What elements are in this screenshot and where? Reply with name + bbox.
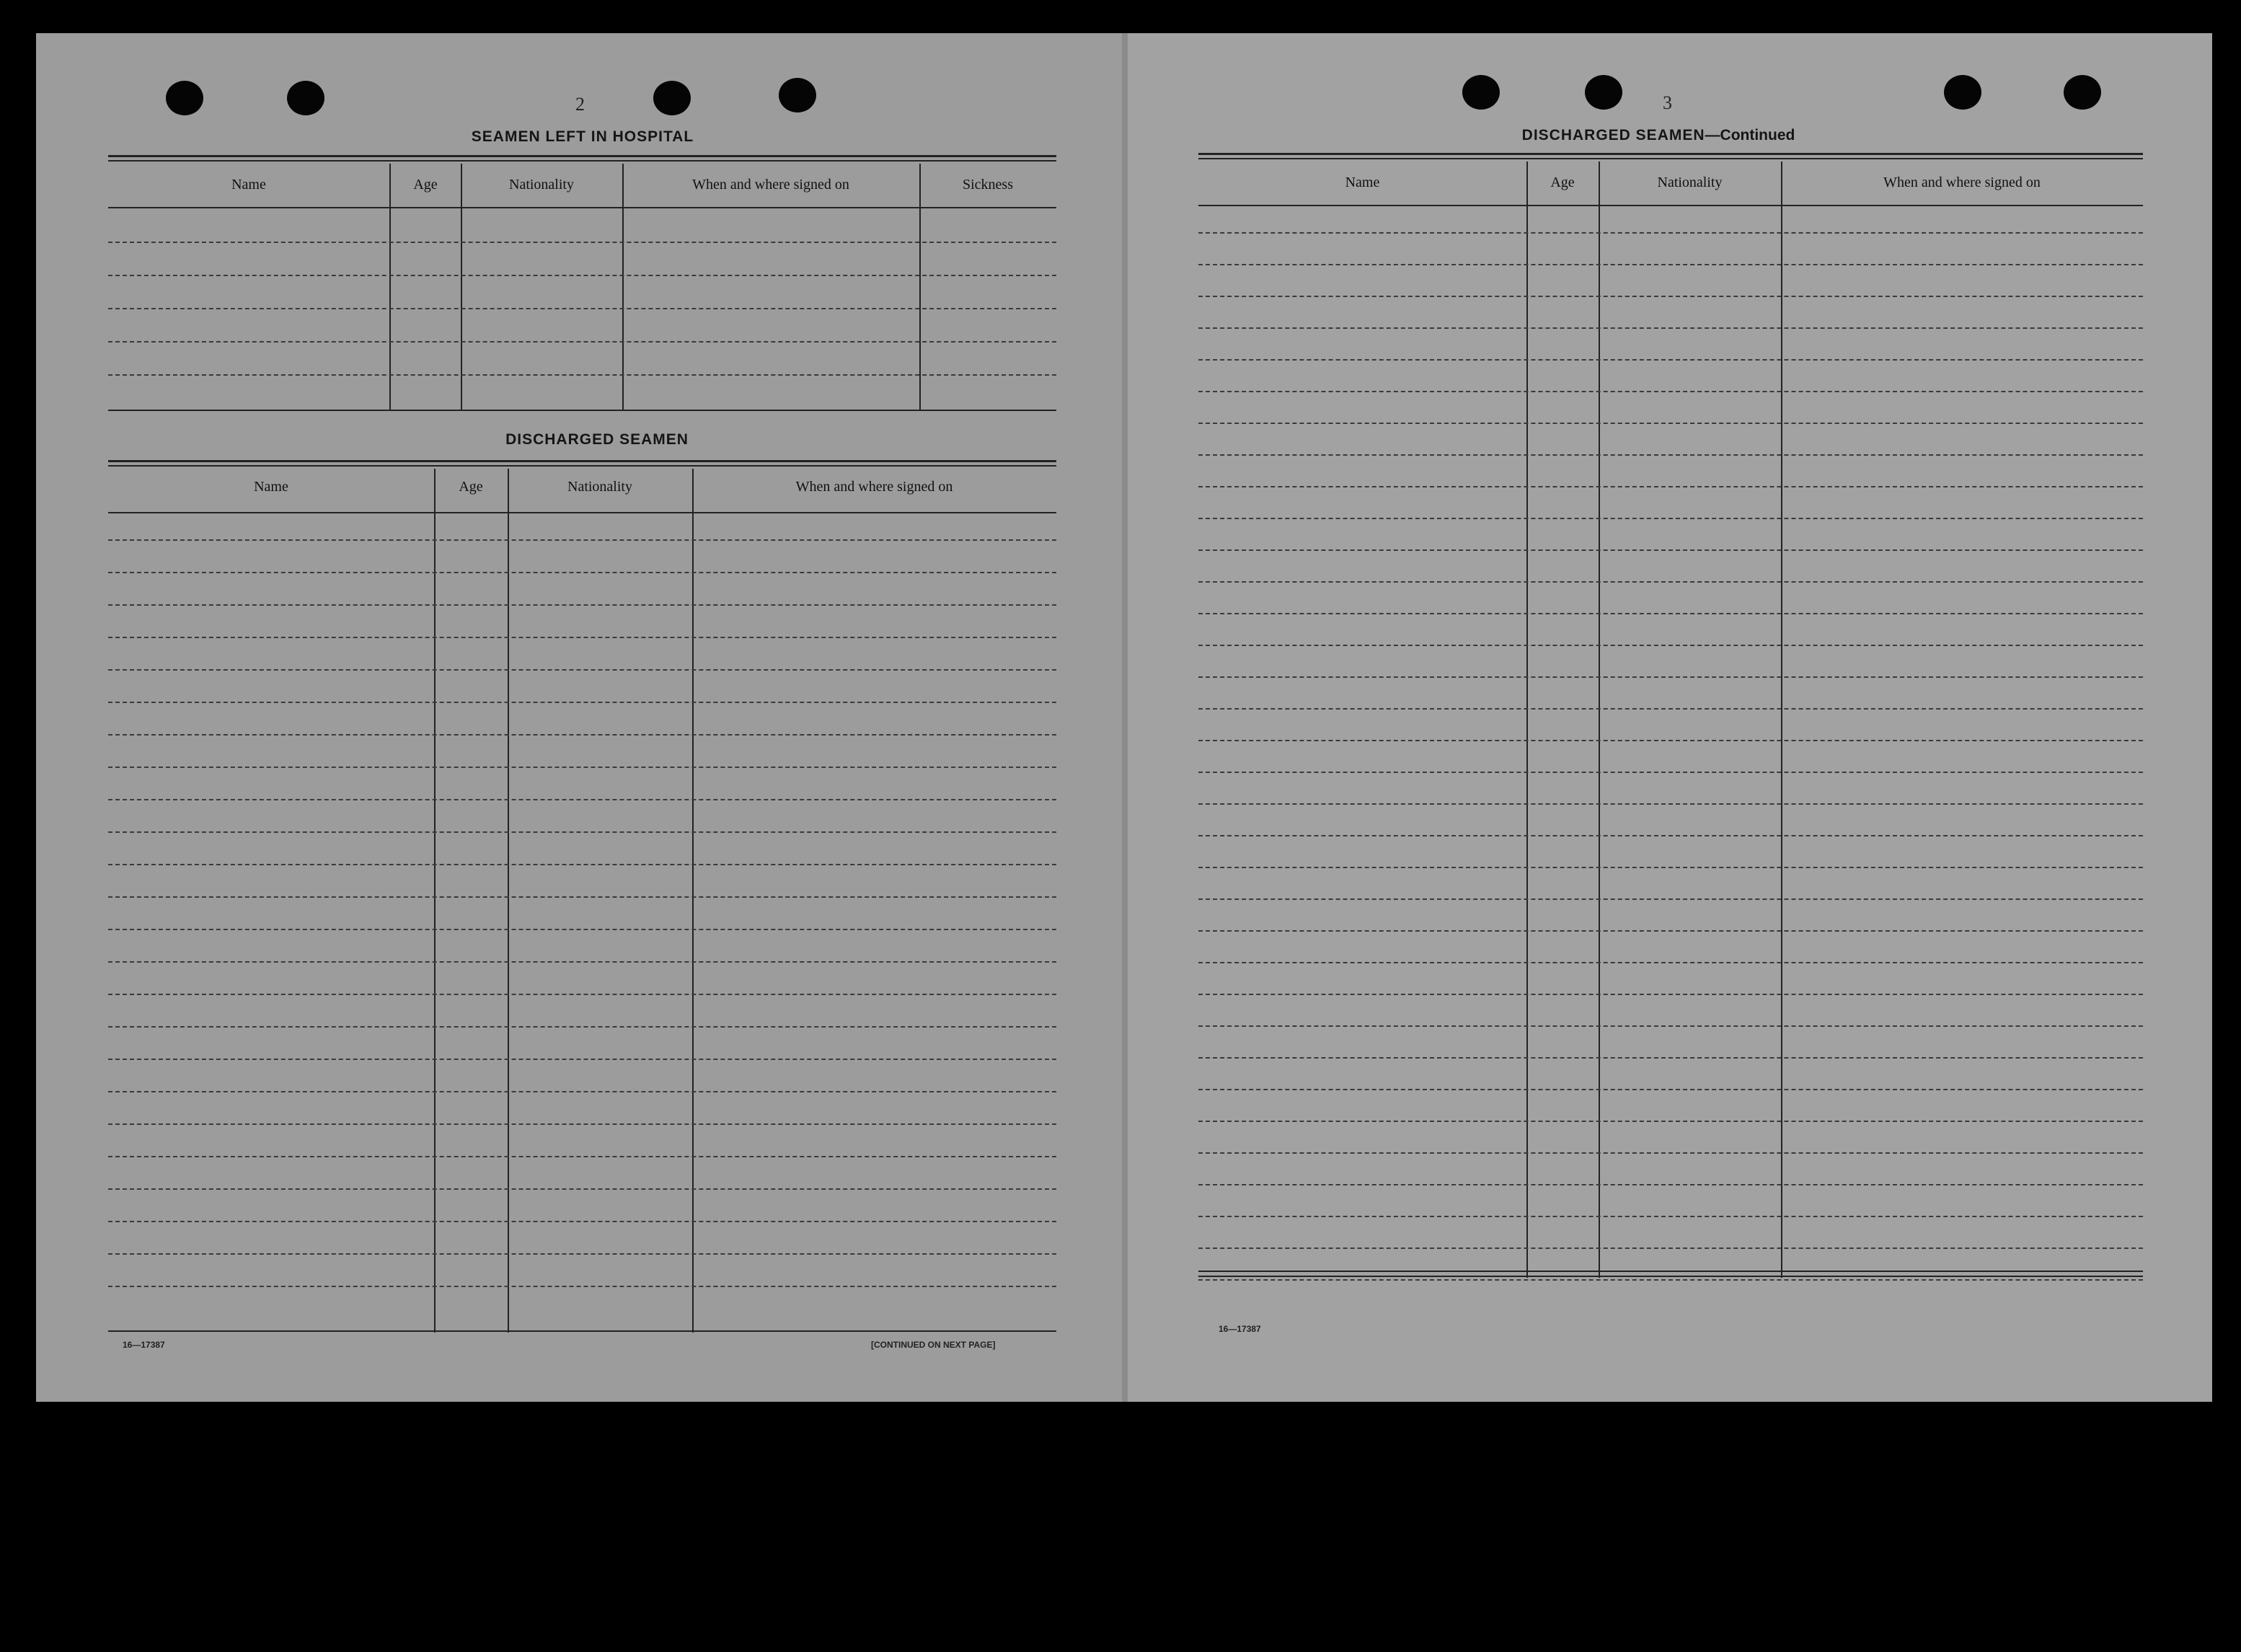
- punch-hole: [1462, 75, 1500, 110]
- column-header-signed-on: When and where signed on: [692, 177, 849, 193]
- punch-hole: [2064, 75, 2101, 110]
- column-header-age: Age: [459, 479, 483, 495]
- column-header-nationality: Nationality: [509, 177, 574, 193]
- section-title: DISCHARGED SEAMEN: [1521, 127, 1705, 143]
- punch-hole: [166, 81, 203, 115]
- form-number-left: 16—17387: [123, 1340, 165, 1350]
- form-number-right: 16—17387: [1219, 1324, 1261, 1334]
- column-header-age: Age: [413, 177, 438, 193]
- column-header-nationality: Nationality: [567, 479, 632, 495]
- page-number-left: 2: [575, 94, 585, 115]
- discharged-continued-title: [1522, 127, 1795, 144]
- punch-hole: [1944, 75, 1981, 110]
- continued-note: [CONTINUED ON NEXT PAGE]: [871, 1340, 996, 1350]
- column-header-name: Name: [1345, 175, 1380, 190]
- column-header-name: Name: [254, 479, 288, 495]
- hospital-rows: [108, 242, 1056, 407]
- punch-hole: [287, 81, 324, 115]
- hospital-table: [108, 155, 1056, 411]
- discharged-table-left: [108, 460, 1056, 1333]
- column-header-signed-on: When and where signed on: [795, 479, 953, 495]
- page-number-right: 3: [1663, 92, 1672, 113]
- discharged-rows-right: [1198, 232, 2143, 1311]
- discharged-table-right: [1198, 153, 2143, 1278]
- column-header-nationality: Nationality: [1657, 175, 1723, 190]
- discharged-rows-left: [108, 539, 1056, 1318]
- punch-hole: [1585, 75, 1622, 110]
- column-header-signed-on: When and where signed on: [1883, 175, 2041, 190]
- section-title-suffix: —Continued: [1705, 127, 1795, 143]
- punch-hole: [779, 78, 816, 112]
- punch-hole: [653, 81, 691, 115]
- page-fold: [1122, 33, 1128, 1402]
- column-header-sickness: Sickness: [963, 177, 1013, 193]
- hospital-section-title: SEAMEN LEFT IN HOSPITAL: [471, 128, 694, 145]
- column-header-name: Name: [231, 177, 266, 193]
- discharged-section-title: DISCHARGED SEAMEN: [505, 431, 689, 448]
- column-header-age: Age: [1550, 175, 1575, 190]
